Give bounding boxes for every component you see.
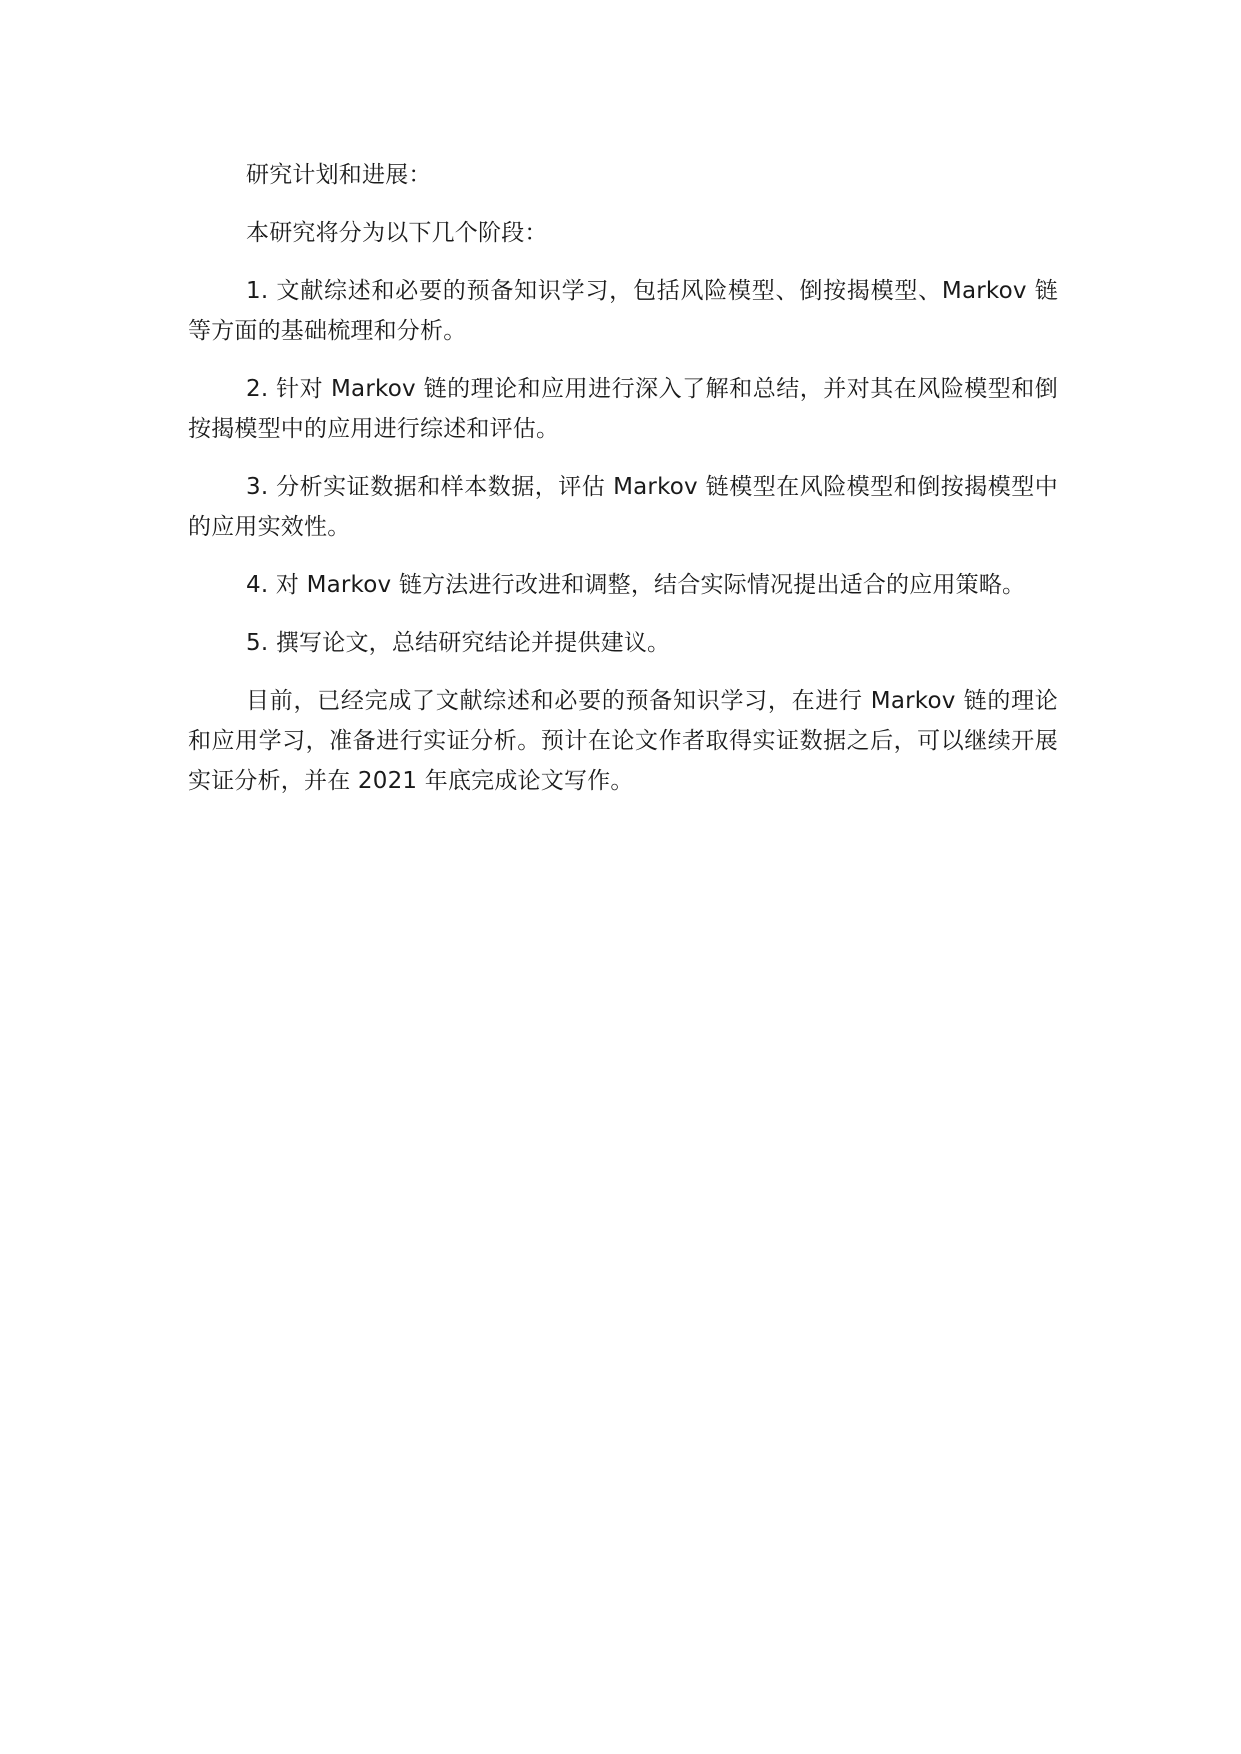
step-paragraph-2: 2. 针对 Markov 链的理论和应用进行深入了解和总结，并对其在风险模型和倒按揭模型中的应用进行综述和评估。 <box>188 376 1058 442</box>
step-paragraph-3: 3. 分析实证数据和样本数据，评估 Markov 链模型在风险模型和倒按揭模型中的应用实效性。 <box>188 474 1058 540</box>
step-paragraph-5: 5. 撰写论文，总结研究结论并提供建议。 <box>246 630 671 656</box>
document-body <box>188 155 1058 819</box>
step-paragraph-4: 4. 对 Markov 链方法进行改进和调整，结合实际情况提出适合的应用策略。 <box>246 572 1026 598</box>
section-heading: 研究计划和进展： <box>246 162 432 188</box>
progress-paragraph: 目前，已经完成了文献综述和必要的预备知识学习，在进行 Markov 链的理论和应用学习，准备进行实证分析。预计在论文作者取得实证数据之后，可以继续开展实证分析，并在 2021 年底完成论文写作。 <box>188 688 1058 794</box>
intro-paragraph: 本研究将分为以下几个阶段： <box>246 220 548 246</box>
step-paragraph-1: 1. 文献综述和必要的预备知识学习，包括风险模型、倒按揭模型、Markov 链等方面的基础梳理和分析。 <box>188 278 1058 344</box>
